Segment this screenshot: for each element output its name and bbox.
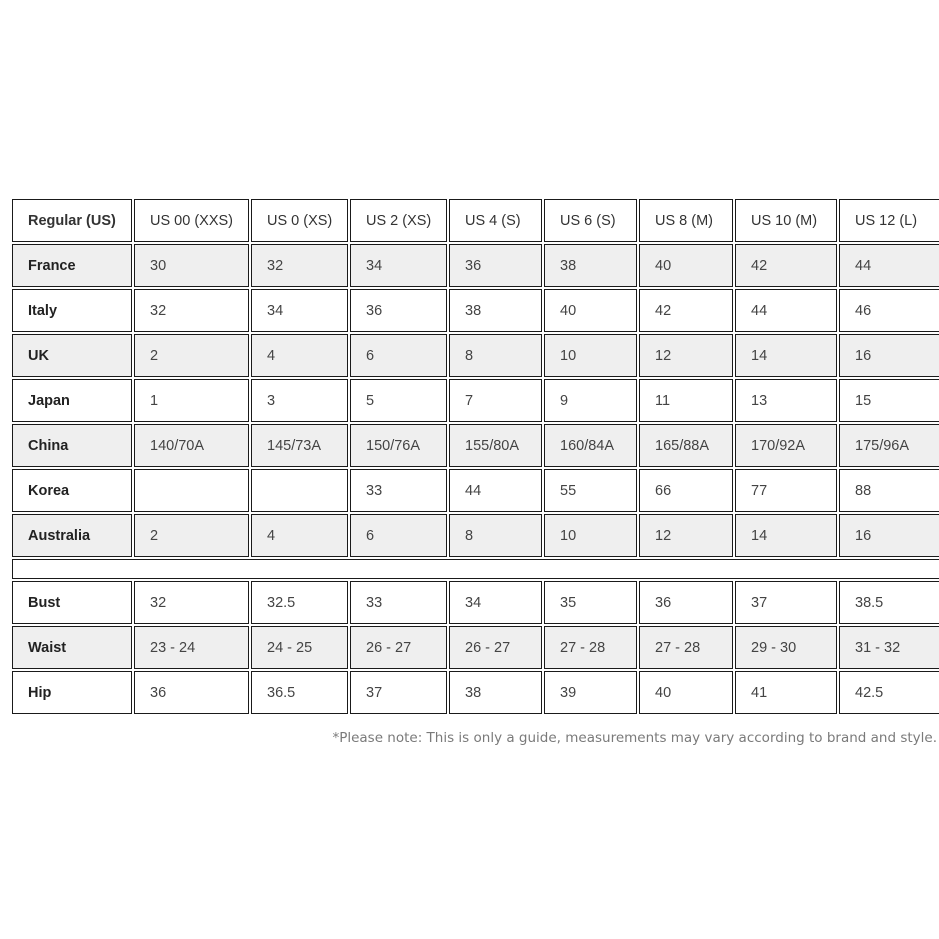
table-cell: 32.5 xyxy=(251,581,348,624)
table-cell: 10 xyxy=(544,514,637,557)
row-label-cell: Australia xyxy=(12,514,132,557)
header-row xyxy=(12,199,939,242)
table-cell: US 6 (S) xyxy=(544,199,637,242)
table-cell: 16 xyxy=(839,514,939,557)
row-label-cell: China xyxy=(12,424,132,467)
row-label-cell: Korea xyxy=(12,469,132,512)
row-label-cell: Italy xyxy=(12,289,132,332)
table-cell xyxy=(251,469,348,512)
table-cell: 7 xyxy=(449,379,542,422)
table-row xyxy=(12,334,939,377)
spacer-cell xyxy=(12,559,939,579)
table-cell: 33 xyxy=(350,581,447,624)
table-cell: 38 xyxy=(449,671,542,714)
table-cell: 42.5 xyxy=(839,671,939,714)
table-cell: 40 xyxy=(639,244,733,287)
faint-heading-remnant xyxy=(530,179,770,187)
table-cell: 31 - 32 xyxy=(839,626,939,669)
table-cell: US 10 (M) xyxy=(735,199,837,242)
measurement-row xyxy=(12,581,939,624)
table-cell: 39 xyxy=(544,671,637,714)
row-label-cell: Bust xyxy=(12,581,132,624)
table-row xyxy=(12,424,939,467)
spacer-row xyxy=(12,559,939,579)
table-cell: US 12 (L) xyxy=(839,199,939,242)
table-cell: 41 xyxy=(735,671,837,714)
measurement-row xyxy=(12,626,939,669)
table-cell: 30 xyxy=(134,244,249,287)
table-cell: 1 xyxy=(134,379,249,422)
table-cell: 29 - 30 xyxy=(735,626,837,669)
table-cell: 8 xyxy=(449,514,542,557)
table-cell: 46 xyxy=(839,289,939,332)
table-cell: 170/92A xyxy=(735,424,837,467)
table-cell: 36 xyxy=(449,244,542,287)
table-cell: 36 xyxy=(350,289,447,332)
table-cell: 8 xyxy=(449,334,542,377)
row-label-cell: Hip xyxy=(12,671,132,714)
table-row xyxy=(12,514,939,557)
table-cell: 37 xyxy=(735,581,837,624)
table-cell: 44 xyxy=(449,469,542,512)
disclaimer-note: *Please note: This is only a guide, measurements may vary according to brand and style. xyxy=(332,730,937,746)
table-cell: 34 xyxy=(449,581,542,624)
size-chart-container xyxy=(12,199,939,716)
row-label-cell: Japan xyxy=(12,379,132,422)
table-cell: US 2 (XS) xyxy=(350,199,447,242)
table-cell: 36 xyxy=(134,671,249,714)
table-cell: 13 xyxy=(735,379,837,422)
table-cell: 2 xyxy=(134,514,249,557)
table-cell: US 4 (S) xyxy=(449,199,542,242)
table-cell: 26 - 27 xyxy=(449,626,542,669)
table-cell: 16 xyxy=(839,334,939,377)
table-cell: 44 xyxy=(839,244,939,287)
table-cell: 42 xyxy=(735,244,837,287)
table-row xyxy=(12,289,939,332)
row-label-cell: Waist xyxy=(12,626,132,669)
table-cell: 23 - 24 xyxy=(134,626,249,669)
table-cell: 6 xyxy=(350,334,447,377)
table-cell: 32 xyxy=(134,581,249,624)
table-cell: 12 xyxy=(639,514,733,557)
table-cell: 5 xyxy=(350,379,447,422)
table-cell: 88 xyxy=(839,469,939,512)
table-cell: 40 xyxy=(544,289,637,332)
table-cell: 33 xyxy=(350,469,447,512)
table-cell: US 0 (XS) xyxy=(251,199,348,242)
row-label-cell: France xyxy=(12,244,132,287)
table-cell: 150/76A xyxy=(350,424,447,467)
table-cell: 24 - 25 xyxy=(251,626,348,669)
table-cell: 12 xyxy=(639,334,733,377)
table-cell: 42 xyxy=(639,289,733,332)
table-cell: 155/80A xyxy=(449,424,542,467)
table-cell: 40 xyxy=(639,671,733,714)
table-cell: 14 xyxy=(735,334,837,377)
table-cell: 34 xyxy=(350,244,447,287)
table-cell: 14 xyxy=(735,514,837,557)
table-cell: 34 xyxy=(251,289,348,332)
table-cell: 38.5 xyxy=(839,581,939,624)
table-cell: 36 xyxy=(639,581,733,624)
table-cell: 35 xyxy=(544,581,637,624)
table-cell: 26 - 27 xyxy=(350,626,447,669)
table-cell: 175/96A xyxy=(839,424,939,467)
table-cell: 27 - 28 xyxy=(639,626,733,669)
table-cell: 10 xyxy=(544,334,637,377)
table-cell: 37 xyxy=(350,671,447,714)
size-chart-body xyxy=(12,199,939,714)
table-cell: US 8 (M) xyxy=(639,199,733,242)
table-cell: 11 xyxy=(639,379,733,422)
table-cell: 2 xyxy=(134,334,249,377)
measurement-row xyxy=(12,671,939,714)
size-chart-table xyxy=(12,199,939,716)
row-label-cell: UK xyxy=(12,334,132,377)
table-cell: 32 xyxy=(251,244,348,287)
table-cell: 77 xyxy=(735,469,837,512)
table-cell: 6 xyxy=(350,514,447,557)
table-cell: 15 xyxy=(839,379,939,422)
table-cell: 32 xyxy=(134,289,249,332)
table-cell: 66 xyxy=(639,469,733,512)
table-cell: 165/88A xyxy=(639,424,733,467)
table-cell: 4 xyxy=(251,514,348,557)
table-cell: US 00 (XXS) xyxy=(134,199,249,242)
row-label-cell: Regular (US) xyxy=(12,199,132,242)
table-cell: 27 - 28 xyxy=(544,626,637,669)
table-cell: 44 xyxy=(735,289,837,332)
table-cell: 145/73A xyxy=(251,424,348,467)
table-cell: 38 xyxy=(449,289,542,332)
table-cell: 4 xyxy=(251,334,348,377)
table-cell: 9 xyxy=(544,379,637,422)
table-cell: 160/84A xyxy=(544,424,637,467)
table-cell xyxy=(134,469,249,512)
table-cell: 3 xyxy=(251,379,348,422)
table-row xyxy=(12,469,939,512)
table-cell: 55 xyxy=(544,469,637,512)
table-row xyxy=(12,379,939,422)
table-cell: 38 xyxy=(544,244,637,287)
table-cell: 140/70A xyxy=(134,424,249,467)
table-row xyxy=(12,244,939,287)
table-cell: 36.5 xyxy=(251,671,348,714)
